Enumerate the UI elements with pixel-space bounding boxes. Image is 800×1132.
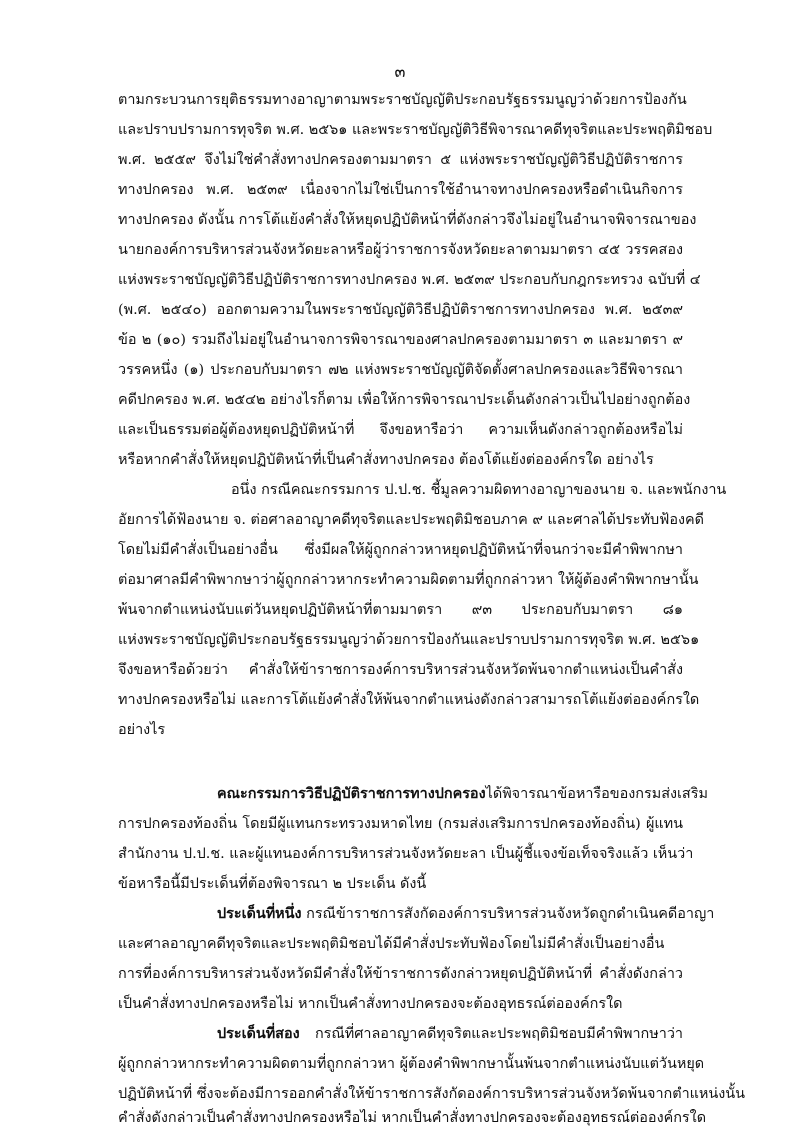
text-line: ทางปกครอง พ.ศ. ๒๕๓๙ เนื่องจากไม่ใช่เป็นการใช้อำนาจทางปกครองหรือดำเนินกิจการ <box>118 182 683 198</box>
text-line: ทางปกครอง ดังนั้น การโต้แย้งคำสั่งให้หยุดปฏิบัติหน้าที่ดังกล่าวจึงไม่อยู่ในอำนาจพิจารณาของ <box>118 212 697 228</box>
text-line: การปกครองท้องถิ่น โดยมีผู้แทนกระทรวงมหาดไทย (กรมส่งเสริมการปกครองท้องถิ่น) ผู้แทน <box>118 816 683 832</box>
issue-heading: ประเด็นที่สอง <box>217 1025 300 1042</box>
text-line: แห่งพระราชบัญญัติวิธีปฏิบัติราชการทางปกครอง พ.ศ. ๒๕๓๙ ประกอบกับกฎกระทรวง ฉบับที่ ๔ <box>118 272 701 288</box>
text-line: คำสั่งดังกล่าวเป็นคำสั่งทางปกครองหรือไม่ หากเป็นคำสั่งทางปกครองจะต้องอุทธรณ์ต่อองค์กรใด <box>118 1110 707 1126</box>
text-span: ได้พิจารณาข้อหารือของกรมส่งเสริม <box>485 786 708 802</box>
text-line: พ้นจากตำแหน่งนับแต่วันหยุดปฏิบัติหน้าที่ตามมาตรา ๙๓ ประกอบกับมาตรา ๘๑ <box>118 602 683 618</box>
text-line: และเป็นธรรมต่อผู้ต้องหยุดปฏิบัติหน้าที่ จึงขอหารือว่า ความเห็นดังกล่าวถูกต้องหรือไม่ <box>118 422 683 438</box>
text-line: ต่อมาศาลมีคำพิพากษาว่าผู้ถูกกล่าวหากระทำความผิดตามที่ถูกกล่าวหา ให้ผู้ต้องคำพิพากษานั้น <box>118 572 699 588</box>
issue-heading: ประเด็นที่หนึ่ง <box>217 905 302 922</box>
text-line: จึงขอหารือด้วยว่า คำสั่งให้ข้าราชการองค์การบริหารส่วนจังหวัดพ้นจากตำแหน่งเป็นคำสั่ง <box>118 662 683 678</box>
text-line: โดยไม่มีคำสั่งเป็นอย่างอื่น ซึ่งมีผลให้ผู้ถูกกล่าวหาหยุดปฏิบัติหน้าที่จนกว่าจะมีคำพิพากษา <box>118 542 683 558</box>
text-line <box>217 904 715 926</box>
text-line: การที่องค์การบริหารส่วนจังหวัดมีคำสั่งให้ข้าราชการดังกล่าวหยุดปฏิบัติหน้าที่ คำสั่งดังกล่าว <box>118 966 683 982</box>
text-span: กรณีข้าราชการสังกัดองค์การบริหารส่วนจังหวัดถูกดำเนินคดีอาญา <box>301 906 715 922</box>
text-line: อัยการได้ฟ้องนาย จ. ต่อศาลอาญาคดีทุจริตและประพฤติมิชอบภาค ๙ และศาลได้ประทับฟ้องคดี <box>118 512 704 528</box>
text-line: และศาลอาญาคดีทุจริตและประพฤติมิชอบได้มีคำสั่งประทับฟ้องโดยไม่มีคำสั่งเป็นอย่างอื่น <box>118 936 665 952</box>
text-line: ข้อหารือนี้มีประเด็นที่ต้องพิจารณา ๒ ประเด็น ดังนี้ <box>118 876 427 892</box>
text-line <box>217 784 708 806</box>
page-number: ๓ <box>394 62 406 81</box>
text-line: และปราบปรามการทุจริต พ.ศ. ๒๕๖๑ และพระราชบัญญัติวิธีพิจารณาคดีทุจริตและประพฤติมิชอบ <box>118 122 713 138</box>
text-line: คดีปกครอง พ.ศ. ๒๕๔๒ อย่างไรก็ตาม เพื่อให้การพิจารณาประเด็นดังกล่าวเป็นไปอย่างถูกต้อง <box>118 392 691 408</box>
text-line: ทางปกครองหรือไม่ และการโต้แย้งคำสั่งให้พ้นจากตำแหน่งดังกล่าวสามารถโต้แย้งต่อองค์กรใด <box>118 692 700 708</box>
text-line: นายกองค์การบริหารส่วนจังหวัดยะลาหรือผู้ว่าราชการจังหวัดยะลาตามมาตรา ๔๕ วรรคสอง <box>118 242 683 258</box>
text-line: สำนักงาน ป.ป.ช. และผู้แทนองค์การบริหารส่วนจังหวัดยะลา เป็นผู้ชี้แจงข้อเท็จจริงแล้ว เห็นว่า <box>118 846 694 862</box>
text-line: พ.ศ. ๒๕๕๙ จึงไม่ใช่คำสั่งทางปกครองตามมาตรา ๕ แห่งพระราชบัญญัติวิธีปฏิบัติราชการ <box>118 152 683 168</box>
text-line: อนึ่ง กรณีคณะกรรมการ ป.ป.ช. ชี้มูลความผิดทางอาญาของนาย จ. และพนักงาน <box>231 482 727 498</box>
text-line: ผู้ถูกกล่าวหากระทำความผิดตามที่ถูกกล่าวหา ผู้ต้องคำพิพากษานั้นพ้นจากตำแหน่งนับแต่วันหยุด <box>118 1056 705 1072</box>
text-line: วรรคหนึ่ง (๑) ประกอบกับมาตรา ๗๒ แห่งพระราชบัญญัติจัดตั้งศาลปกครองและวิธีพิจารณา <box>118 362 683 378</box>
committee-name: คณะกรรมการวิธีปฏิบัติราชการทางปกครอง <box>217 785 486 802</box>
text-line: (พ.ศ. ๒๕๔๐) ออกตามความในพระราชบัญญัติวิธีปฏิบัติราชการทางปกครอง พ.ศ. ๒๕๓๙ <box>118 302 683 318</box>
text-line: ปฏิบัติหน้าที่ ซึ่งจะต้องมีการออกคำสั่งให้ข้าราชการสังกัดองค์การบริหารส่วนจังหวัดพ้นจากตำแหน่งนั้น <box>118 1086 745 1102</box>
text-line: อย่างไร <box>118 722 166 738</box>
text-line: เป็นคำสั่งทางปกครองหรือไม่ หากเป็นคำสั่งทางปกครองจะต้องอุทธรณ์ต่อองค์กรใด <box>118 996 623 1012</box>
text-line: ตามกระบวนการยุติธรรมทางอาญาตามพระราชบัญญัติประกอบรัฐธรรมนูญว่าด้วยการป้องกัน <box>118 92 687 108</box>
text-line: แห่งพระราชบัญญัติประกอบรัฐธรรมนูญว่าด้วยการป้องกันและปราบปรามการทุจริต พ.ศ. ๒๕๖๑ <box>118 632 700 648</box>
text-span: กรณีที่ศาลอาญาคดีทุจริตและประพฤติมิชอบมีคำพิพากษาว่า <box>299 1026 683 1042</box>
text-line <box>217 1024 683 1046</box>
text-line: ข้อ ๒ (๑๐) รวมถึงไม่อยู่ในอำนาจการพิจารณาของศาลปกครองตามมาตรา ๓ และมาตรา ๙ <box>118 332 683 348</box>
text-line: หรือหากคำสั่งให้หยุดปฏิบัติหน้าที่เป็นคำสั่งทางปกครอง ต้องโต้แย้งต่อองค์กรใด อย่างไร <box>118 452 654 468</box>
